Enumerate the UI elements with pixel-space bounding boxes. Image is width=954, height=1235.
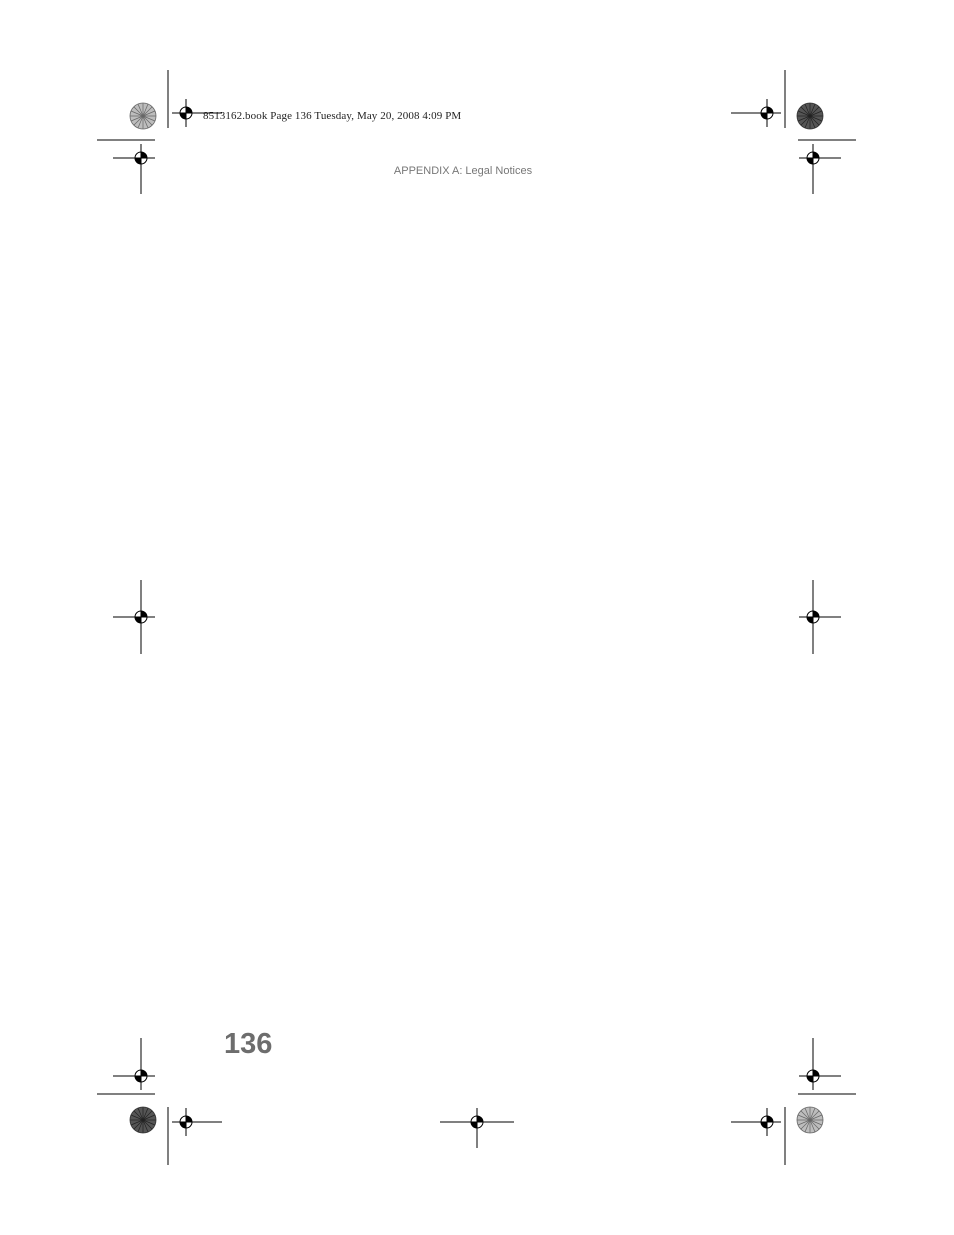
color-target-icon bbox=[130, 103, 823, 1133]
page-number: 136 bbox=[224, 1028, 273, 1060]
crop-mark-icon bbox=[97, 70, 856, 1165]
registration-mark-icon bbox=[113, 99, 841, 1148]
slug-line: 8513162.book Page 136 Tuesday, May 20, 2008 4:09 PM bbox=[203, 110, 462, 122]
running-header: APPENDIX A: Legal Notices bbox=[393, 165, 533, 177]
